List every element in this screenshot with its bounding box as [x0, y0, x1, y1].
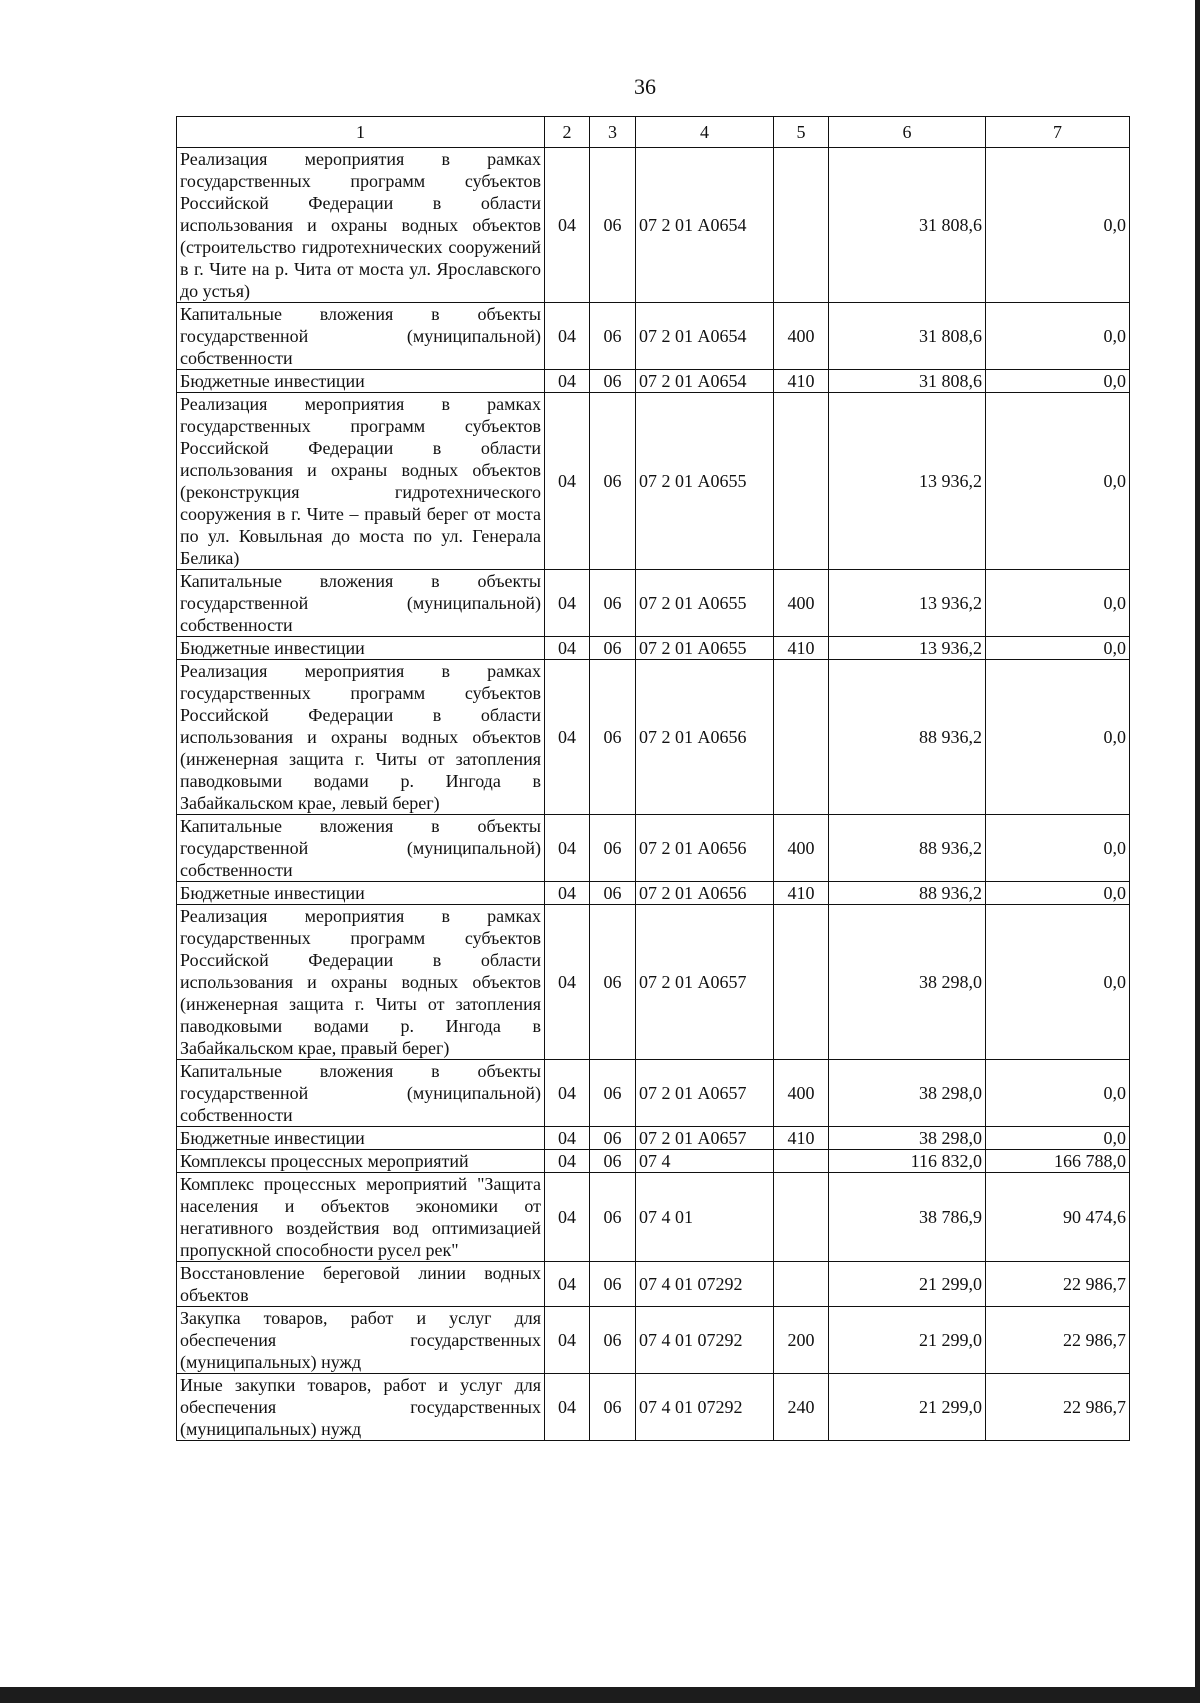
- row-target-code: 07 2 01 А0657: [636, 1127, 774, 1150]
- row-target-code: 07 4 01 07292: [636, 1374, 774, 1441]
- table-row: [177, 370, 1130, 393]
- header-col-7: 7: [986, 117, 1130, 148]
- table-row: [177, 303, 1130, 370]
- row-name: Капитальные вложения в объекты государственной (муниципальной) собственности: [177, 815, 545, 882]
- row-target-code: 07 4 01 07292: [636, 1262, 774, 1307]
- row-amount-2: 0,0: [986, 370, 1130, 393]
- row-target-code: 07 2 01 А0655: [636, 570, 774, 637]
- header-col-1: 1: [177, 117, 545, 148]
- row-name: Капитальные вложения в объекты государственной (муниципальной) собственности: [177, 570, 545, 637]
- table-row: [177, 1173, 1130, 1262]
- row-amount-1: 38 786,9: [829, 1173, 986, 1262]
- row-amount-1: 38 298,0: [829, 905, 986, 1060]
- row-amount-2: 0,0: [986, 303, 1130, 370]
- row-section: 04: [545, 882, 590, 905]
- table-row: [177, 1262, 1130, 1307]
- row-section: 04: [545, 148, 590, 303]
- table-row: [177, 637, 1130, 660]
- row-amount-1: 31 808,6: [829, 303, 986, 370]
- row-amount-2: 0,0: [986, 570, 1130, 637]
- table-row: [177, 660, 1130, 815]
- row-subsection: 06: [590, 660, 636, 815]
- table-row: [177, 882, 1130, 905]
- row-section: 04: [545, 370, 590, 393]
- row-subsection: 06: [590, 1150, 636, 1173]
- header-col-4: 4: [636, 117, 774, 148]
- row-section: 04: [545, 1307, 590, 1374]
- row-subsection: 06: [590, 1262, 636, 1307]
- row-target-code: 07 2 01 А0656: [636, 660, 774, 815]
- row-subsection: 06: [590, 1374, 636, 1441]
- row-target-code: 07 2 01 А0654: [636, 303, 774, 370]
- row-amount-1: 116 832,0: [829, 1150, 986, 1173]
- row-section: 04: [545, 1060, 590, 1127]
- row-section: 04: [545, 1262, 590, 1307]
- row-section: 04: [545, 570, 590, 637]
- row-subsection: 06: [590, 1307, 636, 1374]
- table-header-row: [177, 117, 1130, 148]
- row-amount-1: 21 299,0: [829, 1262, 986, 1307]
- row-section: 04: [545, 1150, 590, 1173]
- table-row: [177, 1307, 1130, 1374]
- row-amount-1: 13 936,2: [829, 637, 986, 660]
- table-row: [177, 570, 1130, 637]
- row-amount-1: 88 936,2: [829, 815, 986, 882]
- row-section: 04: [545, 905, 590, 1060]
- row-amount-2: 0,0: [986, 660, 1130, 815]
- row-target-code: 07 2 01 А0654: [636, 370, 774, 393]
- row-subsection: 06: [590, 393, 636, 570]
- row-name: Восстановление береговой линии водных объектов: [177, 1262, 545, 1307]
- row-amount-1: 13 936,2: [829, 570, 986, 637]
- row-name: Капитальные вложения в объекты государственной (муниципальной) собственности: [177, 1060, 545, 1127]
- row-target-code: 07 2 01 А0656: [636, 815, 774, 882]
- row-subsection: 06: [590, 1127, 636, 1150]
- row-expense-type: 200: [774, 1307, 829, 1374]
- row-target-code: 07 2 01 А0654: [636, 148, 774, 303]
- row-name: Капитальные вложения в объекты государственной (муниципальной) собственности: [177, 303, 545, 370]
- row-amount-2: 166 788,0: [986, 1150, 1130, 1173]
- row-amount-1: 21 299,0: [829, 1307, 986, 1374]
- row-name: Бюджетные инвестиции: [177, 370, 545, 393]
- row-name: Комплекс процессных мероприятий "Защита населения и объектов экономики от негативного воздействия вод оптимизацией пропускной способности русел рек": [177, 1173, 545, 1262]
- row-section: 04: [545, 393, 590, 570]
- row-section: 04: [545, 303, 590, 370]
- table-row: [177, 1374, 1130, 1441]
- row-amount-1: 38 298,0: [829, 1127, 986, 1150]
- row-target-code: 07 4: [636, 1150, 774, 1173]
- row-subsection: 06: [590, 148, 636, 303]
- row-subsection: 06: [590, 882, 636, 905]
- row-subsection: 06: [590, 370, 636, 393]
- row-expense-type: [774, 1173, 829, 1262]
- table-row: [177, 815, 1130, 882]
- row-name: Реализация мероприятия в рамках государственных программ субъектов Российской Федерации в области использования и охраны водных объектов (инженерная защита г. Читы от затопления паводковыми водами р. Ингода в Забайкальском крае, правый берег): [177, 905, 545, 1060]
- row-expense-type: [774, 393, 829, 570]
- row-expense-type: 400: [774, 1060, 829, 1127]
- row-section: 04: [545, 660, 590, 815]
- row-expense-type: 400: [774, 815, 829, 882]
- row-expense-type: [774, 905, 829, 1060]
- header-col-6: 6: [829, 117, 986, 148]
- row-amount-1: 13 936,2: [829, 393, 986, 570]
- page-number: 36: [634, 74, 656, 99]
- row-target-code: 07 2 01 А0655: [636, 637, 774, 660]
- row-expense-type: [774, 1262, 829, 1307]
- row-expense-type: [774, 148, 829, 303]
- row-expense-type: [774, 660, 829, 815]
- row-target-code: 07 2 01 А0657: [636, 905, 774, 1060]
- row-name: Закупка товаров, работ и услуг для обеспечения государственных (муниципальных) нужд: [177, 1307, 545, 1374]
- row-name: Бюджетные инвестиции: [177, 882, 545, 905]
- row-section: 04: [545, 815, 590, 882]
- row-expense-type: 400: [774, 303, 829, 370]
- row-amount-2: 0,0: [986, 393, 1130, 570]
- row-amount-2: 0,0: [986, 1060, 1130, 1127]
- header-col-2: 2: [545, 117, 590, 148]
- row-amount-1: 88 936,2: [829, 660, 986, 815]
- row-target-code: 07 4 01 07292: [636, 1307, 774, 1374]
- row-amount-2: 22 986,7: [986, 1374, 1130, 1441]
- row-amount-2: 0,0: [986, 815, 1130, 882]
- header-col-3: 3: [590, 117, 636, 148]
- row-subsection: 06: [590, 303, 636, 370]
- row-amount-2: 22 986,7: [986, 1307, 1130, 1374]
- scan-border-right: [1195, 0, 1200, 1703]
- row-amount-2: 0,0: [986, 148, 1130, 303]
- row-target-code: 07 2 01 А0656: [636, 882, 774, 905]
- table-row: [177, 393, 1130, 570]
- row-subsection: 06: [590, 570, 636, 637]
- row-target-code: 07 4 01: [636, 1173, 774, 1262]
- row-name: Иные закупки товаров, работ и услуг для обеспечения государственных (муниципальных) нужд: [177, 1374, 545, 1441]
- row-section: 04: [545, 1173, 590, 1262]
- row-amount-1: 38 298,0: [829, 1060, 986, 1127]
- row-amount-2: 0,0: [986, 905, 1130, 1060]
- row-name: Комплексы процессных мероприятий: [177, 1150, 545, 1173]
- row-amount-1: 88 936,2: [829, 882, 986, 905]
- row-subsection: 06: [590, 637, 636, 660]
- row-expense-type: 240: [774, 1374, 829, 1441]
- row-amount-2: 22 986,7: [986, 1262, 1130, 1307]
- row-amount-2: 0,0: [986, 1127, 1130, 1150]
- header-col-5: 5: [774, 117, 829, 148]
- row-expense-type: 400: [774, 570, 829, 637]
- row-name: Бюджетные инвестиции: [177, 637, 545, 660]
- row-expense-type: 410: [774, 882, 829, 905]
- row-subsection: 06: [590, 815, 636, 882]
- row-expense-type: [774, 1150, 829, 1173]
- table-row: [177, 1150, 1130, 1173]
- budget-table: [176, 116, 1130, 1441]
- row-amount-2: 0,0: [986, 637, 1130, 660]
- table-row: [177, 148, 1130, 303]
- row-subsection: 06: [590, 1060, 636, 1127]
- row-expense-type: 410: [774, 370, 829, 393]
- row-section: 04: [545, 1374, 590, 1441]
- table-row: [177, 905, 1130, 1060]
- row-subsection: 06: [590, 905, 636, 1060]
- row-expense-type: 410: [774, 1127, 829, 1150]
- row-section: 04: [545, 637, 590, 660]
- row-name: Реализация мероприятия в рамках государственных программ субъектов Российской Федерации в области использования и охраны водных объектов (инженерная защита г. Читы от затопления паводковыми водами р. Ингода в Забайкальском крае, левый берег): [177, 660, 545, 815]
- row-expense-type: 410: [774, 637, 829, 660]
- table-row: [177, 1060, 1130, 1127]
- row-amount-1: 31 808,6: [829, 370, 986, 393]
- row-amount-1: 31 808,6: [829, 148, 986, 303]
- row-target-code: 07 2 01 А0657: [636, 1060, 774, 1127]
- row-amount-2: 90 474,6: [986, 1173, 1130, 1262]
- scan-border-bottom: [0, 1687, 1200, 1703]
- row-subsection: 06: [590, 1173, 636, 1262]
- row-name: Реализация мероприятия в рамках государственных программ субъектов Российской Федерации в области использования и охраны водных объектов (реконструкция гидротехнического сооружения в г. Чите – правый берег от моста по ул. Ковыльная до моста по ул. Генерала Белика): [177, 393, 545, 570]
- row-amount-1: 21 299,0: [829, 1374, 986, 1441]
- row-name: Бюджетные инвестиции: [177, 1127, 545, 1150]
- row-target-code: 07 2 01 А0655: [636, 393, 774, 570]
- row-name: Реализация мероприятия в рамках государственных программ субъектов Российской Федерации в области использования и охраны водных объектов (строительство гидротехнических сооружений в г. Чите на р. Чита от моста ул. Ярославского до устья): [177, 148, 545, 303]
- row-amount-2: 0,0: [986, 882, 1130, 905]
- row-section: 04: [545, 1127, 590, 1150]
- table-row: [177, 1127, 1130, 1150]
